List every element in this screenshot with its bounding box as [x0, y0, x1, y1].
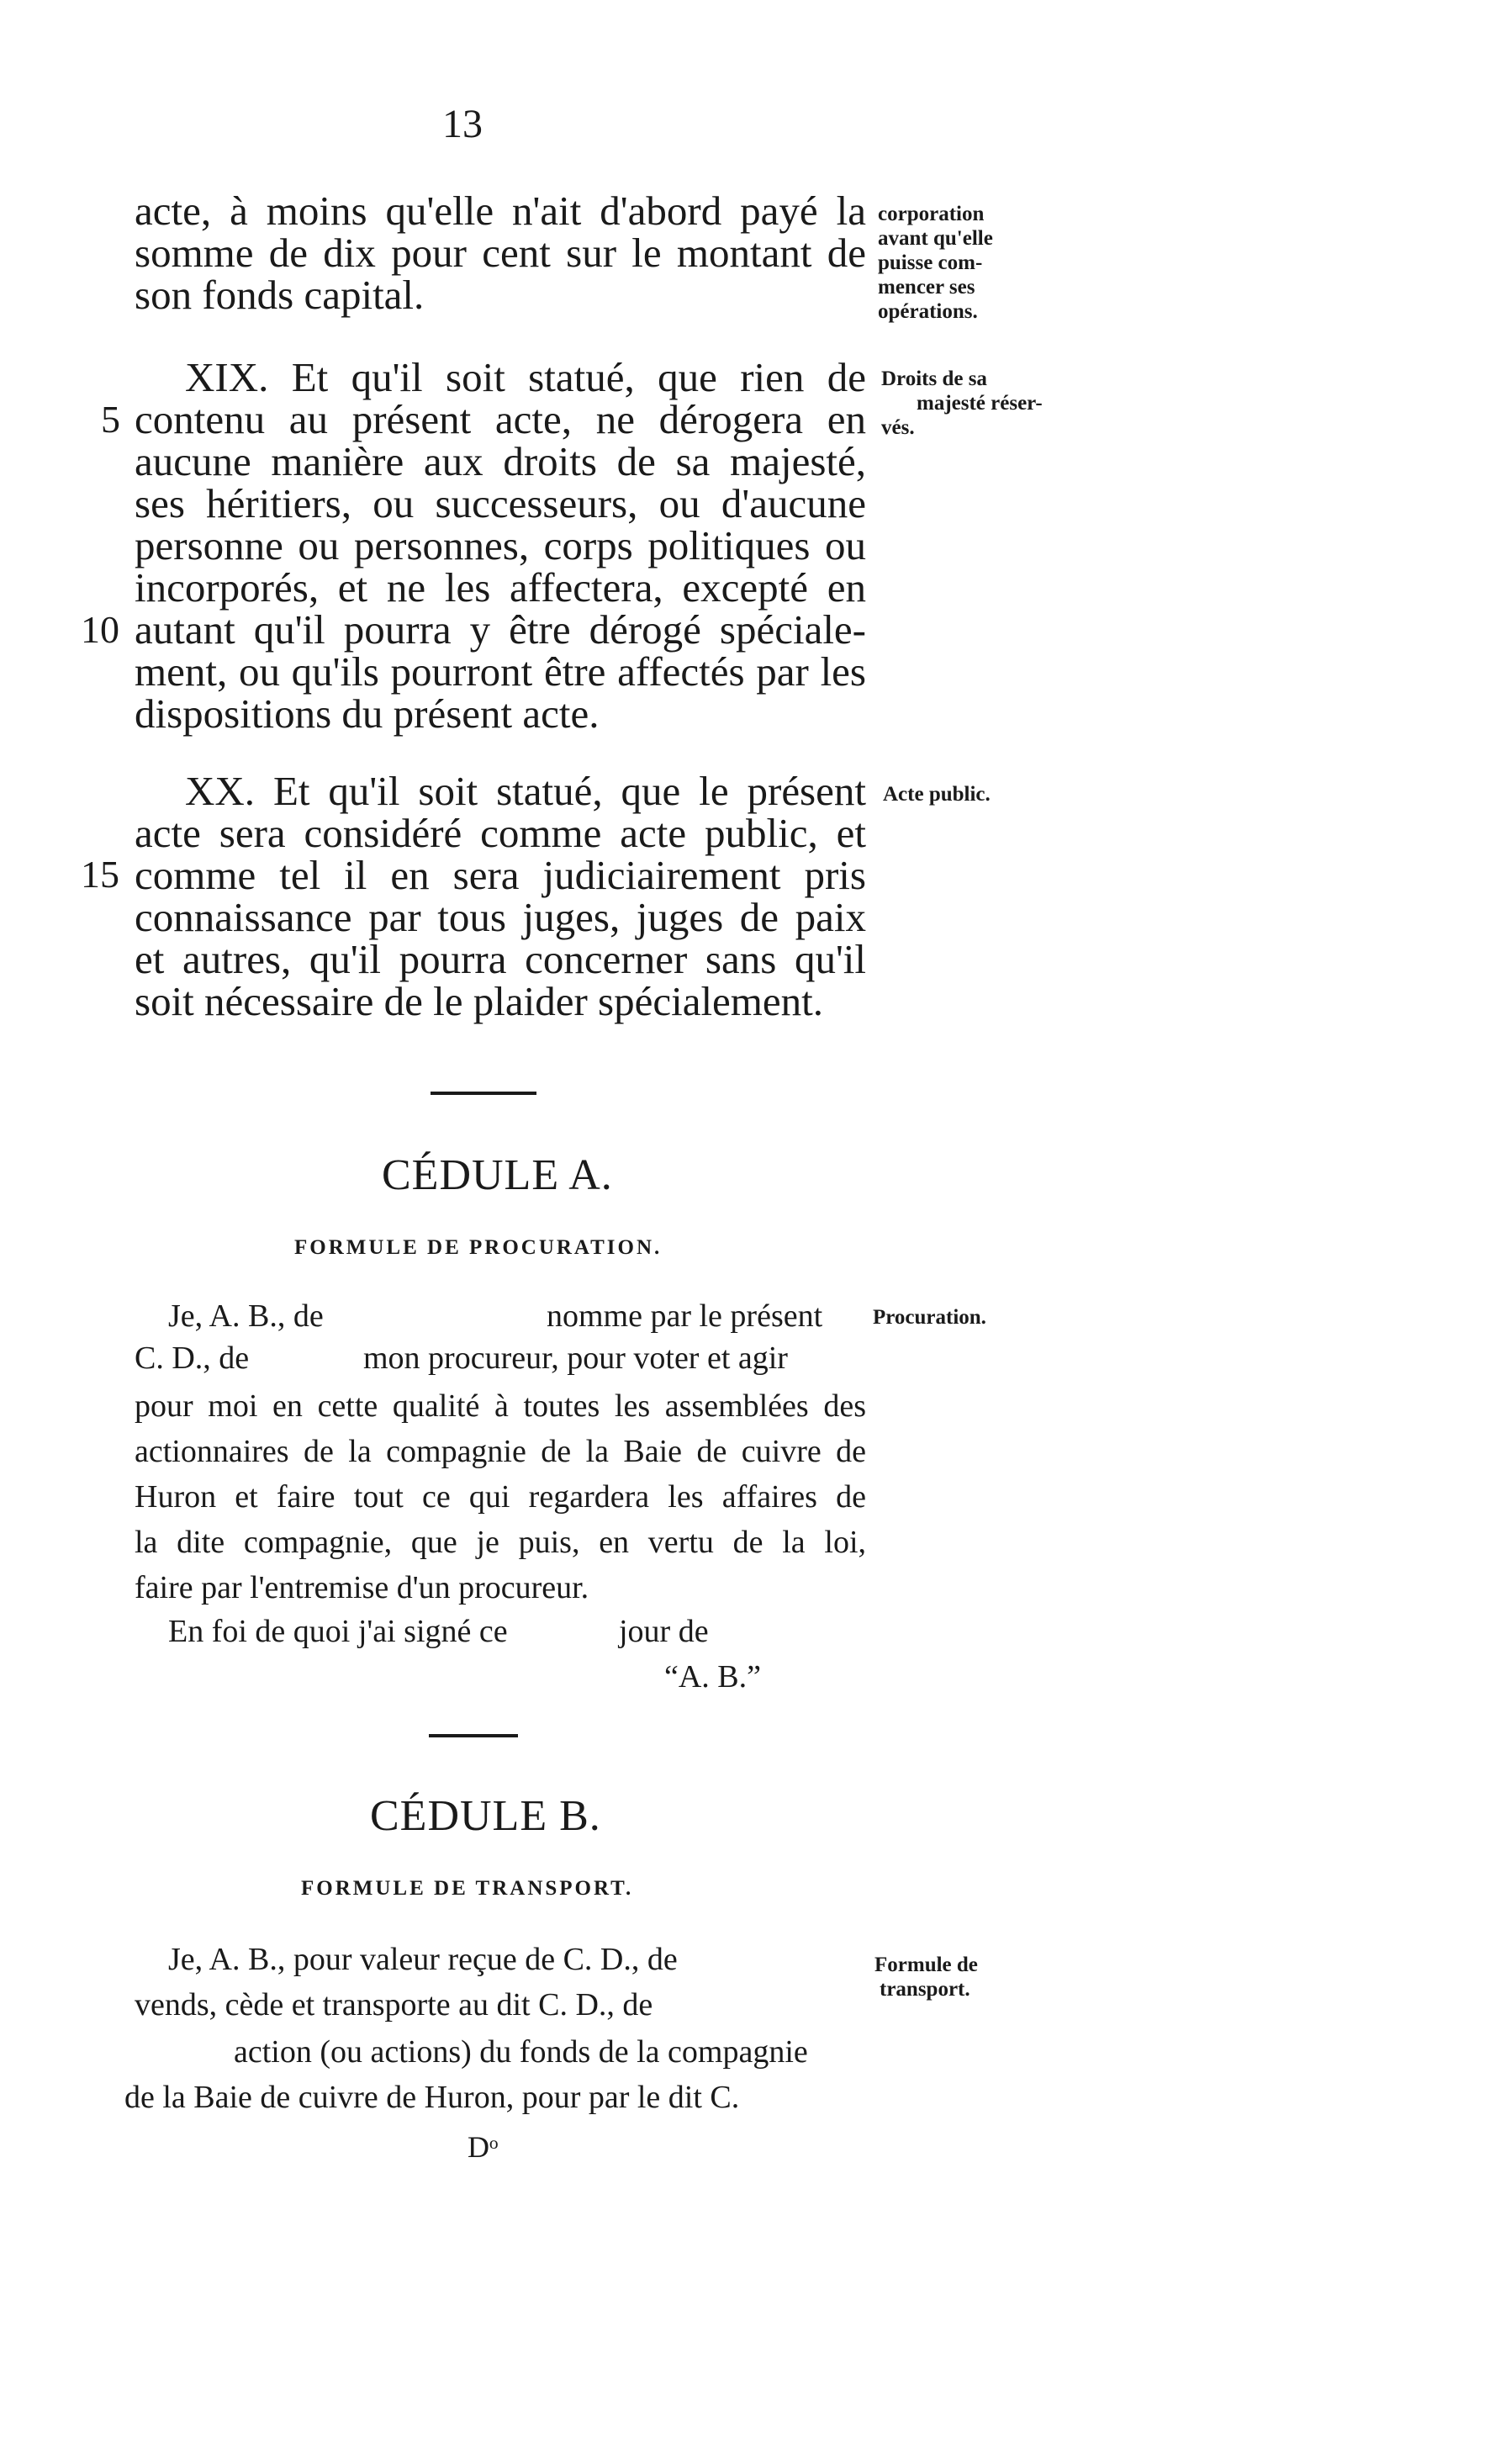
- text-line: autant qu'il pourra y être dérogé spéciale-: [135, 606, 866, 653]
- divider: [429, 1734, 518, 1737]
- divider: [431, 1092, 536, 1095]
- margin-note-procuration: Procuration.: [873, 1306, 986, 1329]
- text-line: jour de: [619, 1614, 709, 1649]
- text-line: XIX. Et qu'il soit statué, que rien de: [185, 354, 866, 400]
- text-line: action (ou actions) du fonds de la compagnie: [234, 2034, 808, 2070]
- text-line: actionnaires de la compagnie de la Baie de cuivre de: [135, 1434, 866, 1469]
- text-line: connaissance par tous juges, juges de paix: [135, 894, 866, 940]
- text-line: et autres, qu'il pourra concerner sans qu'il: [135, 936, 866, 982]
- text-line: soit nécessaire de le plaider spécialement.: [135, 978, 824, 1024]
- margin-note-transport: Formule de transport.: [874, 1954, 978, 2001]
- text-line: dispositions du présent acte.: [135, 690, 600, 737]
- line-number-15: 15: [81, 853, 119, 896]
- schedule-b-title: CÉDULE B.: [370, 1792, 601, 1840]
- schedule-b-subtitle: FORMULE DE TRANSPORT.: [301, 1877, 634, 1900]
- text-line: C. D., de: [135, 1340, 250, 1376]
- text-line: aucune manière aux droits de sa majesté,: [135, 438, 866, 484]
- text-line: incorporés, et ne les affectera, excepté en: [135, 564, 866, 611]
- signature: “A. B.”: [664, 1659, 762, 1695]
- text-line: ses héritiers, ou successeurs, ou d'aucune: [135, 480, 866, 526]
- text-line: personne ou personnes, corps politiques ou: [135, 522, 866, 568]
- page-number: 13: [442, 102, 483, 146]
- text-line: ment, ou qu'ils pourront être affectés par les: [135, 648, 866, 695]
- text-line: somme de dix pour cent sur le montant de: [135, 230, 866, 276]
- text-line: XX. Et qu'il soit statué, que le présent: [185, 768, 866, 814]
- text-line: pour moi en cette qualité à toutes les assemblées des: [135, 1388, 866, 1424]
- text-line: Je, A. B., pour valeur reçue de C. D., de: [168, 1942, 678, 1977]
- text-line: contenu au présent acte, ne dérogera en: [135, 396, 866, 442]
- text-line: acte sera considéré comme acte public, et: [135, 810, 866, 856]
- line-number-10: 10: [81, 608, 119, 651]
- text-line: vends, cède et transporte au dit C. D., de: [135, 1987, 653, 2022]
- margin-note-droits: Droits de sa majesté réser- vés.: [881, 367, 1043, 439]
- text-line: Je, A. B., de: [168, 1298, 324, 1334]
- text-line: acte, à moins qu'elle n'ait d'abord payé la: [135, 188, 866, 234]
- line-number-5: 5: [101, 398, 120, 441]
- text-line: comme tel il en sera judiciairement pris: [135, 852, 866, 898]
- margin-note-corporation: corporation avant qu'elle puisse com- mencer ses opérations.: [878, 203, 993, 323]
- text-line: faire par l'entremise d'un procureur.: [135, 1570, 589, 1605]
- margin-note-acte-public: Acte public.: [883, 783, 991, 806]
- text-line: la dite compagnie, que je puis, en vertu de la loi,: [135, 1525, 866, 1560]
- schedule-a-subtitle: FORMULE DE PROCURATION.: [294, 1236, 663, 1259]
- text-line: En foi de quoi j'ai signé ce: [168, 1614, 508, 1649]
- text-line: de la Baie de cuivre de Huron, pour par le dit C.: [124, 2080, 740, 2115]
- text-line: Huron et faire tout ce qui regardera les affaires de: [135, 1479, 866, 1515]
- text-line: son fonds capital.: [135, 272, 425, 318]
- text-line: nomme par le présent: [547, 1298, 823, 1334]
- schedule-a-title: CÉDULE A.: [382, 1151, 613, 1199]
- text-line: mon procureur, pour voter et agir: [363, 1340, 788, 1376]
- catchword: Dᵒ: [468, 2130, 499, 2164]
